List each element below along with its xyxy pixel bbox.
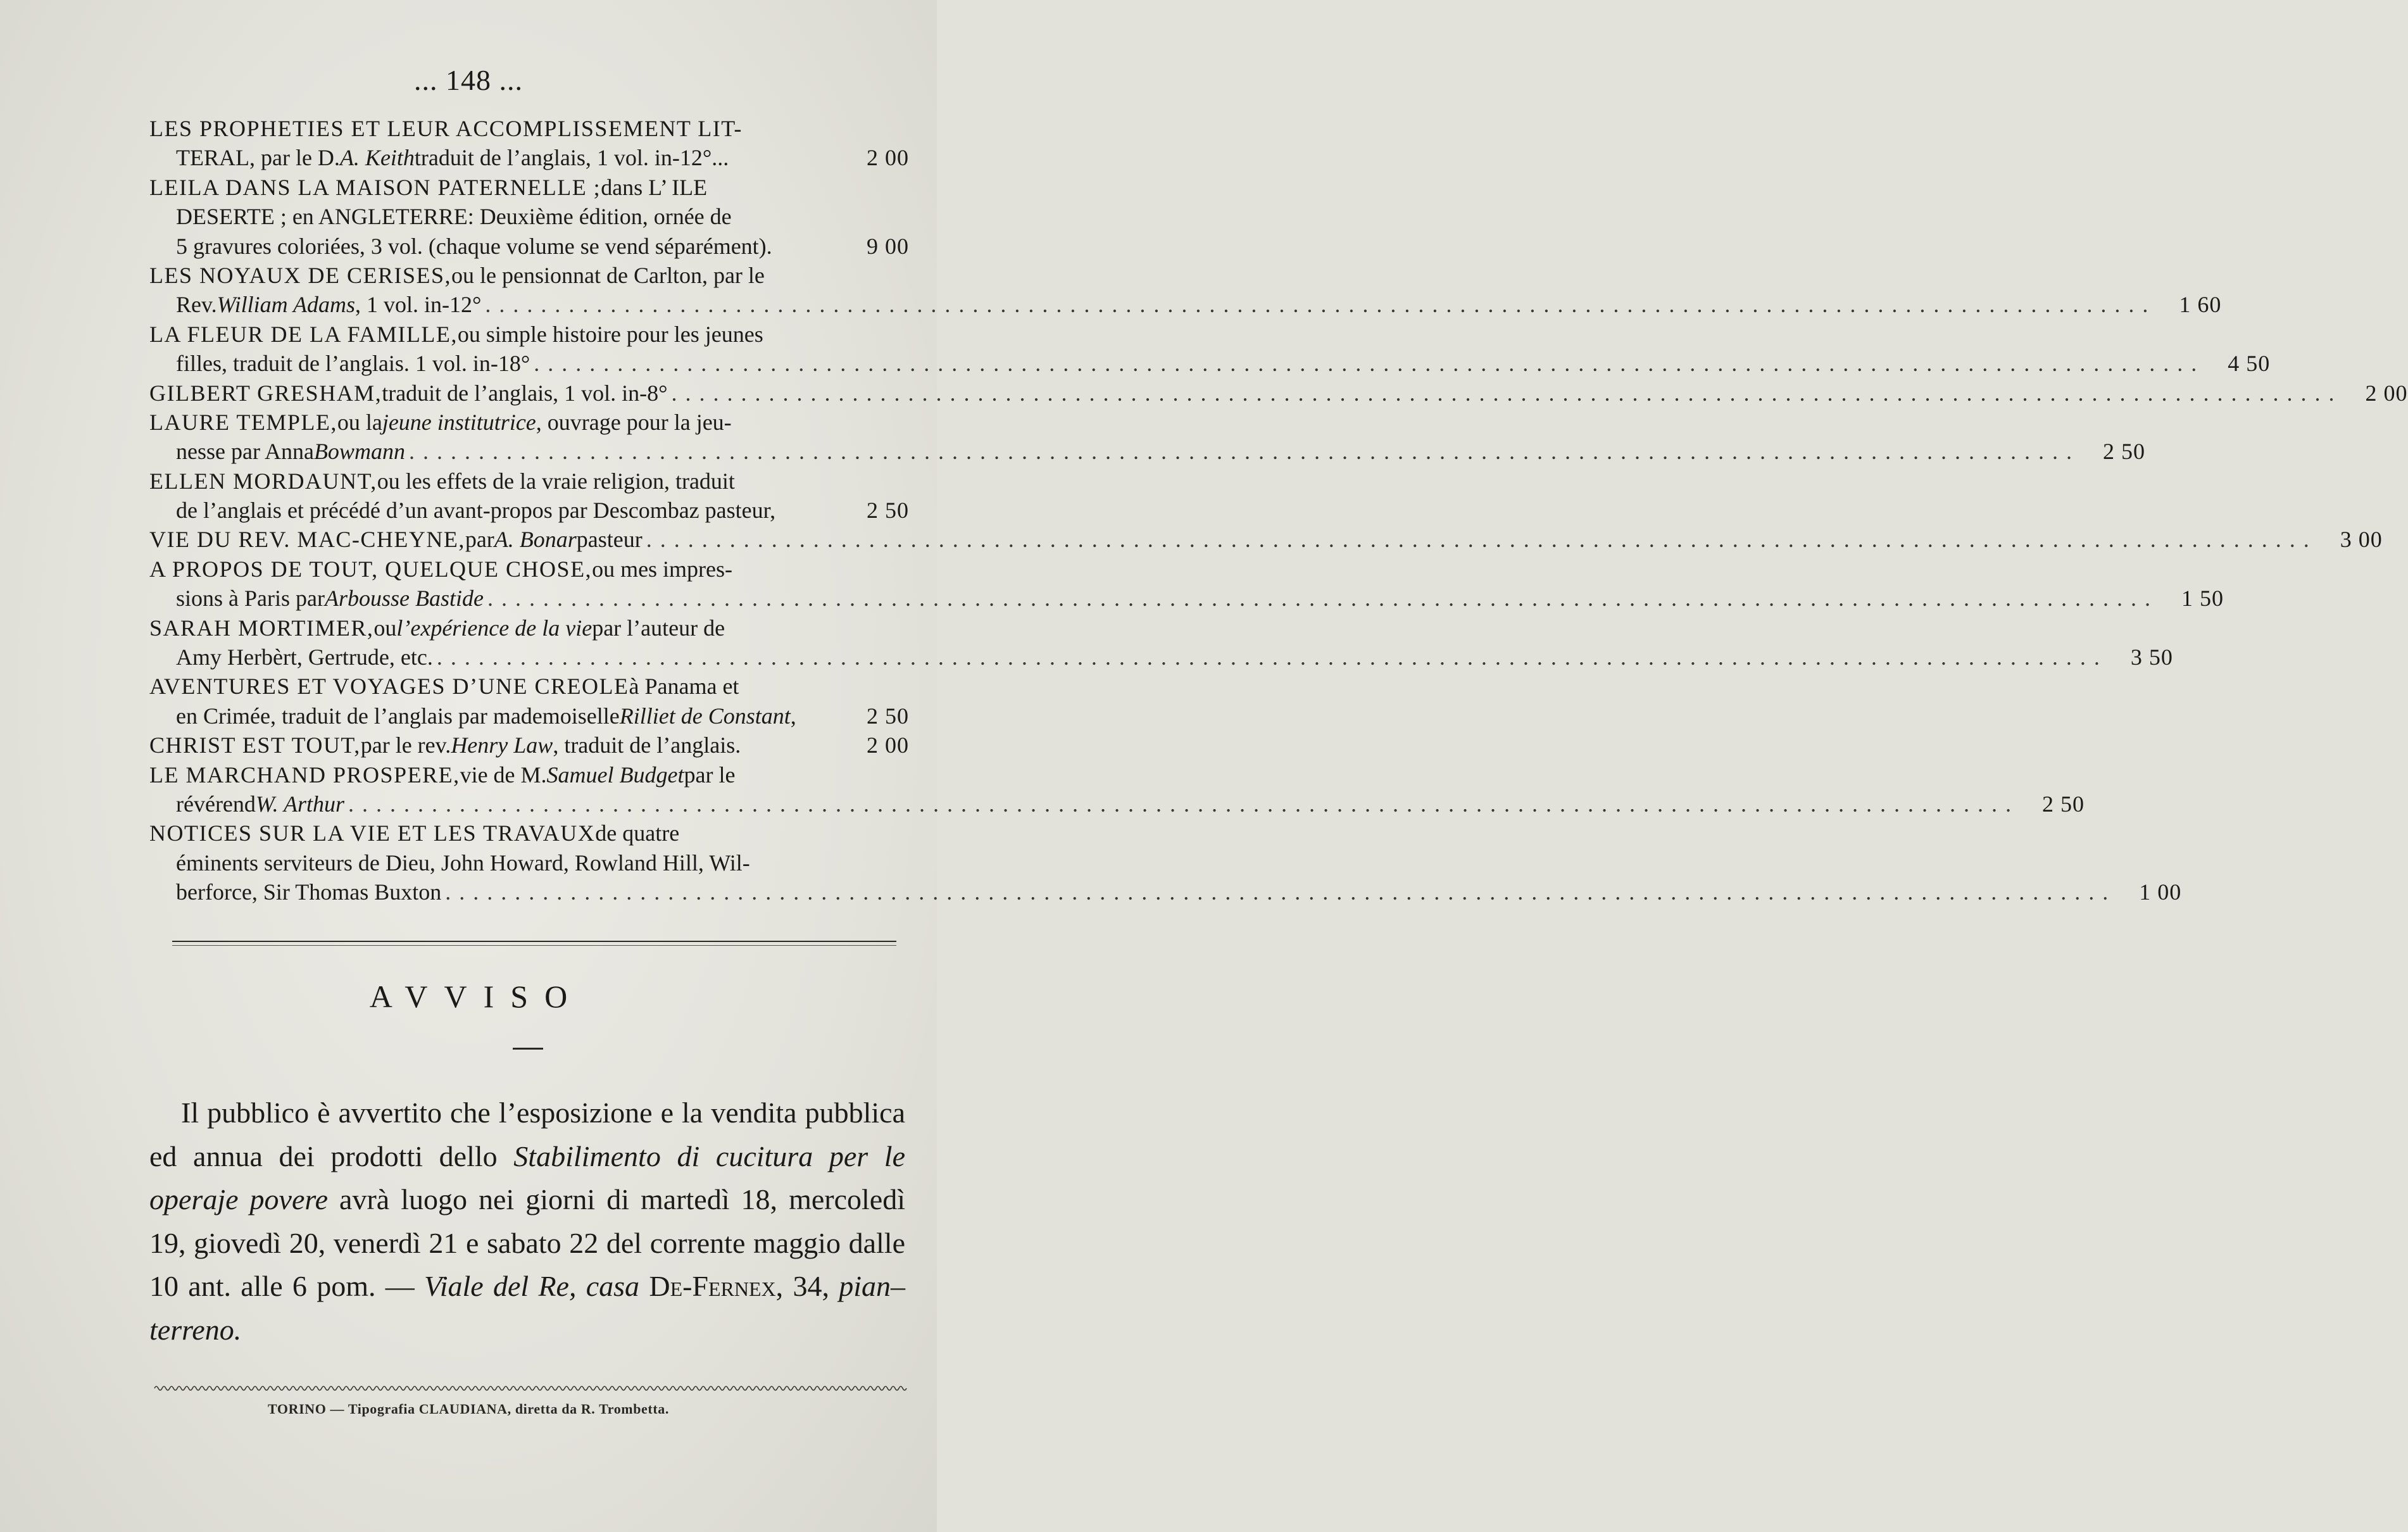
catalog-entry (149, 613, 2173, 672)
entry-text: dans L’ ILE (601, 174, 708, 200)
entry-text: ou (373, 615, 397, 641)
price: 1 60 (2179, 292, 2222, 318)
entry-line (149, 290, 2222, 319)
entry-title: GILBERT GRESHAM, (149, 380, 382, 406)
entry-author: Bowmann (313, 439, 405, 465)
entry-title: ELLEN MORDAUNT, (149, 468, 377, 494)
dot-leader: . . . . . . . . . . . . . . . . . . . . . . . . . . . . . . . . . . . . . . . . . . . . . . . . . . . . . . . . . . . . . . . . . . . . . . . . . . . . . . . . . . . . . . . . . . . . . . . . . . . . . . . . . . . . . . . . . . . . . . . . (445, 879, 2110, 905)
entry-line (149, 467, 909, 496)
entry-title: NOTICES SUR LA VIE ET LES TRAVAUX (149, 820, 596, 846)
catalog-entry (149, 379, 2408, 408)
entry-author: Arbousse Bastide (324, 586, 484, 612)
entry-line (149, 496, 909, 525)
price: 2 50 (867, 498, 909, 524)
dot-leader: . . . . . . . . . . . . . . . . . . . . . . . . . . . . . . . . . . . . . . . . . . . . . . . . . . . . . . . . . . . . . . . . . . . . . . . . . . . . . . . . . . . . . . . . . . . . . . . . . . . . . . . . . . . . . . . . . . . . . . . . (485, 292, 2150, 318)
entry-text: de l’anglais et précédé d’un avant-propos par Descombaz pasteur, (176, 498, 776, 524)
entry-title: VIE DU REV. MAC-CHEYNE, (149, 527, 465, 553)
price: 1 00 (2139, 879, 2182, 905)
entry-title: CHRIST EST TOUT, (149, 732, 361, 758)
entry-line (149, 643, 2173, 672)
entry-text: ou mes impres- (592, 556, 733, 582)
catalog-entry (149, 525, 2383, 554)
wavy-ornament-rule (154, 1384, 905, 1393)
entry-author: A. Bonar (494, 527, 577, 553)
catalog-entry (149, 261, 2222, 320)
entry-author: Samuel Budget (546, 762, 684, 788)
catalog-entry (149, 819, 2182, 907)
entry-line (149, 613, 909, 643)
entry-text: DESERTE ; en ANGLETERRE: Deuxième édition, ornée de (176, 204, 732, 230)
entry-text: berforce, Sir Thomas Buxton (176, 879, 442, 905)
entry-text: par l’auteur de (592, 615, 725, 641)
entry-line (149, 349, 2271, 378)
notice-text-1: Il pubblico è avvertito che l’esposizione e la vendita pubblica ed annua dei prodotti dello (149, 1096, 905, 1172)
dot-leader: . . . . . . . . . . . . . . . . . . . . . . . . . . . . . . . . . . . . . . . . . . . . . . . . . . . . . . . . . . . . . . . . . . . . . . . . . . . . . . . . . . . . . . . . . . . . . . . . . . . . . . . . . . . . . . . . . . . . . . . . (436, 644, 2101, 670)
price: 2 00 (867, 145, 909, 171)
notice-text-3: , 34, (775, 1270, 839, 1302)
entry-line (149, 408, 909, 437)
catalog-entry (149, 114, 909, 173)
entry-title: A PROPOS DE TOUT, QUELQUE CHOSE, (149, 556, 593, 582)
entry-author: Rilliet de Constant (619, 703, 791, 729)
entry-text: vie de M. (460, 762, 547, 788)
entry-title: LEILA DANS LA MAISON PATERNELLE ; (149, 174, 601, 200)
divider-rule (172, 941, 896, 942)
entry-title: AVENTURES ET VOYAGES D’UNE CREOLE (149, 674, 629, 700)
entry-text: sions à Paris par (176, 586, 325, 612)
price: 4 50 (2228, 351, 2271, 377)
entry-line (149, 789, 2085, 819)
entry-text: filles, traduit de l’anglais. 1 vol. in-18° (176, 351, 530, 377)
entry-line (149, 379, 2408, 408)
catalog-entry (149, 408, 2145, 467)
catalog-list (149, 114, 2408, 907)
entry-text: Rev. (176, 292, 217, 318)
entry-text: , ouvrage pour la jeu- (536, 409, 732, 435)
dot-leader: . . . . . . . . . . . . . . . . . . . . . . . . . . . . . . . . . . . . . . . . . . . . . . . . . . . . . . . . . . . . . . . . . . . . . . . . . . . . . . . . . . . . . . . . . . . . . . . . . . . . . . . . . . . . . . . . . . . . . . . . (348, 791, 2012, 817)
notice-floor: pian–terreno. (149, 1270, 906, 1346)
catalog-entry (149, 760, 2085, 819)
entry-author: A. Keith (339, 145, 415, 171)
price: 9 00 (867, 233, 909, 259)
entry-text: révérend (176, 791, 256, 817)
price: 1 50 (2181, 586, 2224, 612)
entry-line (149, 525, 2383, 554)
divider-rule-thin (172, 945, 896, 946)
notice-establishment: Stabilimento di cucitura per le operaje povere (149, 1140, 905, 1215)
entry-text: , (790, 703, 796, 729)
entry-line (149, 320, 909, 349)
entry-author: jeune institutrice (382, 409, 536, 435)
printer-imprint: TORINO — Tipografia CLAUDIANA, diretta da R. Trombetta. (268, 1401, 669, 1417)
entry-line (149, 232, 909, 261)
entry-title: SARAH MORTIMER, (149, 615, 374, 641)
title-dash (513, 1048, 543, 1050)
notice-text-2: avrà luogo nei giorni di martedì 18, mercoledì 19, giovedì 20, venerdì 21 e sabato 22 del corrente maggio dalle 10 ant. alle 6 pom. — (149, 1183, 905, 1302)
entry-author: W. Arthur (255, 791, 344, 817)
entry-title: LA FLEUR DE LA FAMILLE, (149, 321, 458, 347)
entry-line (149, 173, 909, 202)
entry-title: LES NOYAUX DE CERISES, (149, 262, 452, 288)
dot-leader: . . . . . . . . . . . . . . . . . . . . . . . . . . . . . . . . . . . . . . . . . . . . . . . . . . . . . . . . . . . . . . . . . . . . . . . . . . . . . . . . . . . . . . . . . . . . . . . . . . . . . . . . . . . . . . . . . . . . . . . . (534, 351, 2198, 377)
entry-title: LAURE TEMPLE, (149, 409, 337, 435)
entry-text: Amy Herbèrt, Gertrude, etc. (176, 644, 433, 670)
entry-text: , traduit de l’anglais. (553, 732, 741, 758)
entry-text: traduit de l’anglais, 1 vol. in-12°... (414, 145, 729, 171)
catalog-entry (149, 731, 909, 760)
entry-text: de quatre (595, 820, 680, 846)
entry-line (149, 760, 909, 789)
entry-text: ou les effets de la vraie religion, traduit (377, 468, 735, 494)
entry-text: nesse par Anna (176, 439, 314, 465)
dot-leader: . . . . . . . . . . . . . . . . . . . . . . . . . . . . . . . . . . . . . . . . . . . . . . . . . . . . . . . . . . . . . . . . . . . . . . . . . . . . . . . . . . . . . . . . . . . . . . . . . . . . . . . . . . . . . . . . . . . . . . . . (408, 439, 2073, 465)
entry-text: ou le pensionnat de Carlton, par le (451, 262, 765, 288)
catalog-entry (149, 320, 2271, 379)
price: 2 50 (867, 703, 909, 729)
entry-text: par le rev. (360, 732, 451, 758)
notice-street: Viale del Re, casa (424, 1270, 640, 1302)
dot-leader: . . . . . . . . . . . . . . . . . . . . . . . . . . . . . . . . . . . . . . . . . . . . . . . . . . . . . . . . . . . . . . . . . . . . . . . . . . . . . . . . . . . . . . . . . . . . . . . . . . . . . . . . . . . . . . . . . . . . . . . . (671, 380, 2336, 406)
price: 3 00 (2340, 527, 2383, 553)
price: 2 50 (2102, 439, 2145, 465)
catalog-entry (149, 467, 909, 525)
entry-line (149, 819, 909, 848)
entry-text: éminents serviteurs de Dieu, John Howard, Rowland Hill, Wil- (176, 850, 750, 876)
entry-text: en Crimée, traduit de l’anglais par mademoiselle (176, 703, 620, 729)
entry-line (149, 584, 2224, 613)
entry-text: par le (684, 762, 736, 788)
entry-line (149, 143, 909, 172)
entry-line (149, 701, 909, 731)
notice-house: De-Fernex (649, 1270, 776, 1302)
entry-line (149, 877, 2182, 907)
entry-author: l’expérience de la vie (396, 615, 593, 641)
catalog-entry (149, 672, 909, 731)
catalog-entry (149, 173, 909, 261)
entry-line (149, 437, 2145, 466)
dot-leader: . . . . . . . . . . . . . . . . . . . . . . . . . . . . . . . . . . . . . . . . . . . . . . . . . . . . . . . . . . . . . . . . . . . . . . . . . . . . . . . . . . . . . . . . . . . . . . . . . . . . . . . . . . . . . . . . . . . . . . . . (487, 586, 2152, 612)
entry-line (149, 555, 909, 584)
entry-text: ou simple histoire pour les jeunes (457, 321, 763, 347)
entry-line (149, 672, 909, 701)
notice-title: AVVISO (369, 979, 584, 1014)
entry-author: William Adams (216, 292, 356, 318)
price: 3 50 (2130, 644, 2173, 670)
entry-line (149, 261, 909, 290)
entry-author: Henry Law (451, 732, 553, 758)
entry-text: par (465, 527, 494, 553)
entry-title: LE MARCHAND PROSPERE, (149, 762, 460, 788)
entry-text: 5 gravures coloriées, 3 vol. (chaque volume se vend séparément). (176, 233, 772, 259)
entry-line (149, 114, 909, 143)
price: 2 00 (2365, 380, 2408, 406)
entry-line (149, 731, 909, 760)
entry-text: à Panama et (629, 674, 739, 700)
notice-body (149, 1091, 905, 1352)
entry-text: TERAL, par le D. (176, 145, 340, 171)
catalog-entry (149, 555, 2224, 613)
dot-leader: . . . . . . . . . . . . . . . . . . . . . . . . . . . . . . . . . . . . . . . . . . . . . . . . . . . . . . . . . . . . . . . . . . . . . . . . . . . . . . . . . . . . . . . . . . . . . . . . . . . . . . . . . . . . . . . . . . . . . . . . (646, 527, 2311, 553)
entry-line (149, 848, 909, 877)
entry-text: pasteur (576, 527, 643, 553)
entry-title: LES PROPHETIES ET LEUR ACCOMPLISSEMENT LIT- (149, 116, 743, 141)
price: 2 50 (2041, 791, 2085, 817)
entry-text: , 1 vol. in-12° (355, 292, 482, 318)
entry-text: ou la (337, 409, 382, 435)
page-number: ... 148 ... (414, 64, 523, 96)
entry-text: traduit de l’anglais, 1 vol. in-8° (382, 380, 668, 406)
price: 2 00 (867, 732, 909, 758)
entry-line (149, 202, 909, 231)
